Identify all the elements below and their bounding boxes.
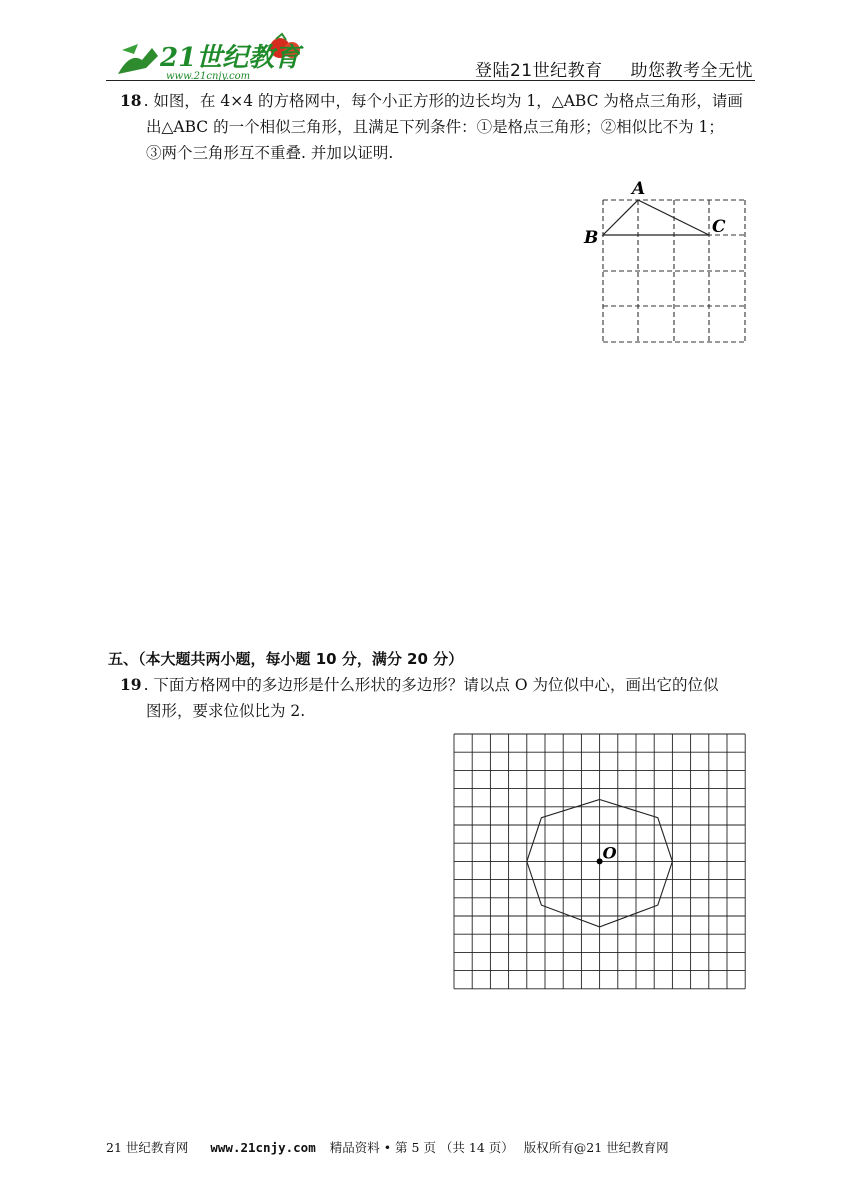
problem-18-line1: . 如图，在 4×4 的方格网中，每个小正方形的边长均为 1，△ABC 为格点三角形，请画 (143, 92, 743, 110)
problem-19-line1: . 下面方格网中的多边形是什么形状的多边形？请以点 O 为位似中心，画出它的位似 (143, 676, 719, 694)
logo-text: 21世纪教育 (160, 43, 301, 73)
grid-4x4 (578, 176, 758, 348)
problem-18-number: 18 (120, 91, 142, 110)
figure-19 (452, 732, 748, 1002)
problem-18-line3: ③两个三角形互不重叠. 并加以证明. (146, 144, 394, 162)
footer-site: www.21cnjy.com (210, 1140, 316, 1155)
grid-16x14 (452, 732, 748, 998)
slogan-left: 登陆21世纪教育 (474, 61, 603, 81)
logo-url-text: www.21cnjy.com (166, 71, 251, 82)
problem-19-line2: 图形，要求位似比为 2. (146, 702, 306, 720)
logo (112, 30, 312, 82)
logo-graphic (112, 30, 312, 82)
section-5-title: 五、（本大题共两小题，每小题 10 分，满分 20 分） (108, 650, 464, 668)
slogan-right: 助您教考全无忧 (630, 61, 753, 81)
problem-18 (120, 88, 760, 166)
figure-18 (578, 176, 758, 352)
problem-18-line2: 出△ABC 的一个相似三角形，且满足下列条件：①是格点三角形；②相似比不为 1； (146, 118, 724, 136)
header-divider (106, 80, 755, 81)
problem-19-number: 19 (120, 675, 142, 694)
footer-copyright: 版权所有@21 世纪教育网 (523, 1140, 669, 1155)
footer-org: 21 世纪教育网 (106, 1140, 189, 1155)
triangle-abc (603, 200, 709, 235)
label-b: B (584, 228, 599, 248)
footer (106, 1138, 675, 1156)
footer-page-info: 精品资料 • 第 5 页 （共 14 页） (329, 1140, 514, 1155)
label-c: C (712, 217, 726, 237)
header-slogan (475, 56, 753, 81)
problem-19 (120, 672, 760, 724)
label-o: O (602, 843, 617, 863)
label-a: A (632, 179, 646, 199)
